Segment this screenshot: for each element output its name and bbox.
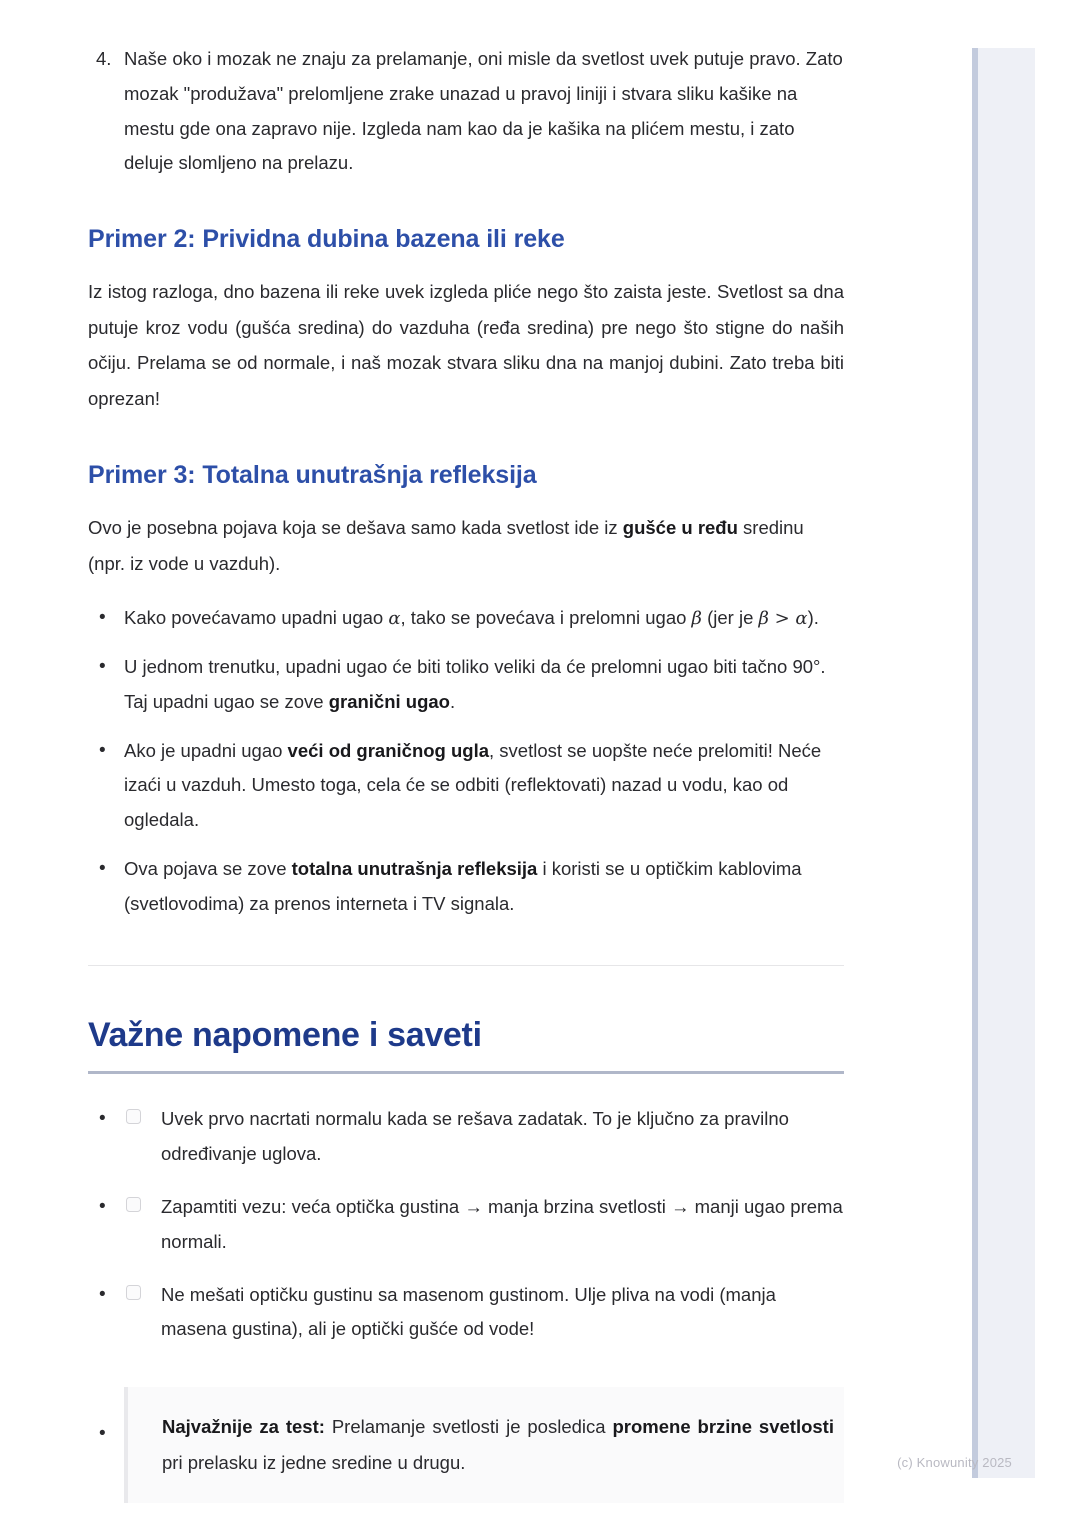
bullet-text-part: , svetlost se uopšte neće prelomiti! Neće izaći u vazduh. Umesto toga, cela će se odbiti (reflektovati) nazad u vodu, kao od ogledala. <box>124 739 822 831</box>
list-item <box>88 601 844 636</box>
math-inequality: β > α <box>758 608 808 630</box>
list-item <box>88 734 844 838</box>
checkbox-unchecked-icon[interactable] <box>126 1197 141 1212</box>
callout-bold: promene brzine svetlosti <box>612 1416 834 1438</box>
section-intro-primer-3 <box>88 510 844 581</box>
list-item <box>88 852 844 922</box>
bullet-text-part: Ako je upadni ugao <box>124 739 288 761</box>
right-side-panel <box>978 48 1035 1478</box>
checklist-item-label: Uvek prvo nacrtati normalu kada se rešava zadatak. To je ključno za pravilno određivanje uglova. <box>161 1108 789 1165</box>
page-title-notes: Važne napomene i saveti <box>88 1016 482 1055</box>
callout-list <box>88 1387 844 1503</box>
callout-blockquote <box>124 1387 844 1503</box>
checkbox-unchecked-icon[interactable] <box>126 1109 141 1124</box>
bullet-text-part: ). <box>807 607 819 629</box>
callout-text <box>162 1409 834 1481</box>
section-divider <box>88 965 844 966</box>
bullet-text-part: (jer je <box>701 607 759 629</box>
bullet-text-part: U jednom trenutku, upadni ugao će biti toliko veliki da će prelomni ugao biti tačno 90°. Taj upadni ugao se zove <box>124 656 826 712</box>
bullet-list-primer-3 <box>88 601 844 921</box>
bullet-text-part: Ova pojava se zove <box>124 857 292 879</box>
section-heading-primer-2: Primer 2: Prividna dubina bazena ili reke <box>88 225 565 254</box>
checkbox-unchecked-icon[interactable] <box>126 1285 141 1300</box>
bullet-text-bold: totalna unutrašnja refleksija <box>291 857 538 879</box>
math-symbol-beta: β <box>691 608 702 630</box>
list-item <box>88 650 844 720</box>
callout-lead: Najvažnije za test: <box>162 1416 325 1438</box>
list-item <box>88 42 844 181</box>
copyright-watermark: (c) Knowunity 2025 <box>897 1455 1012 1470</box>
checklist-item-label: Ne mešati optičku gustinu sa masenom gustinom. Ulje pliva na vodi (manja masena gustina), ali je optički gušće od vode! <box>161 1283 776 1340</box>
section-paragraph-primer-2: Iz istog razloga, dno bazena ili reke uvek izgleda pliće nego što zaista jeste. Svetlost sa dna putuje kroz vodu (gušća sredina) do vazduha (ređa sredina) pre nego što stigne do naših očiju. Prelama se od normale, i naš mozak stvara sliku dna na manjoj dubini. Zato treba biti oprezan! <box>88 281 844 410</box>
list-item <box>88 1102 844 1172</box>
list-item <box>88 1387 844 1503</box>
math-symbol-alpha: α <box>388 608 401 630</box>
callout-tail: pri prelasku iz jedne sredine u drugu. <box>162 1452 466 1474</box>
bullet-text-bold: veći od graničnog ugla <box>287 739 490 761</box>
intro-text-before: Ovo je posebna pojava koja se dešava samo kada svetlost ide iz <box>88 516 623 538</box>
bullet-text-part: . <box>449 690 456 712</box>
list-item-text: Naše oko i mozak ne znaju za prelamanje, oni misle da svetlost uvek putuje pravo. Zato mozak "produžava" prelomljene zrake unazad u pravoj liniji i stvara sliku kašike na mestu gde ona zapravo nije. Izgleda nam kao da je kašika na plićem mestu, i zato deluje slomljeno na prelazu. <box>124 48 843 174</box>
bullet-text-part: i koristi se u optičkim kablovima (svetlovodima) za prenos interneta i TV signala. <box>124 857 802 914</box>
section-heading-primer-3: Primer 3: Totalna unutrašnja refleksija <box>88 460 537 489</box>
list-item <box>88 1190 844 1260</box>
intro-text-after: sredinu (npr. iz vode u vazduh). <box>88 516 804 574</box>
checklist <box>88 1102 844 1347</box>
intro-text-bold: gušće u ređu <box>622 516 738 538</box>
bullet-text-part: , tako se povećava i prelomni ugao <box>400 607 692 629</box>
ordered-list-continued <box>88 42 844 181</box>
list-item-number: 4. <box>96 48 112 69</box>
bullet-text-part: Kako povećavamo upadni ugao <box>124 607 389 629</box>
checklist-item-label: Zapamtiti vezu: veća optička gustina → manja brzina svetlosti → manji ugao prema normali. <box>161 1196 843 1252</box>
list-item <box>88 1278 844 1348</box>
callout-mid: Prelamanje svetlosti je posledica <box>324 1416 613 1438</box>
bullet-text-bold: granični ugao <box>328 690 450 712</box>
title-underline <box>88 1071 844 1074</box>
